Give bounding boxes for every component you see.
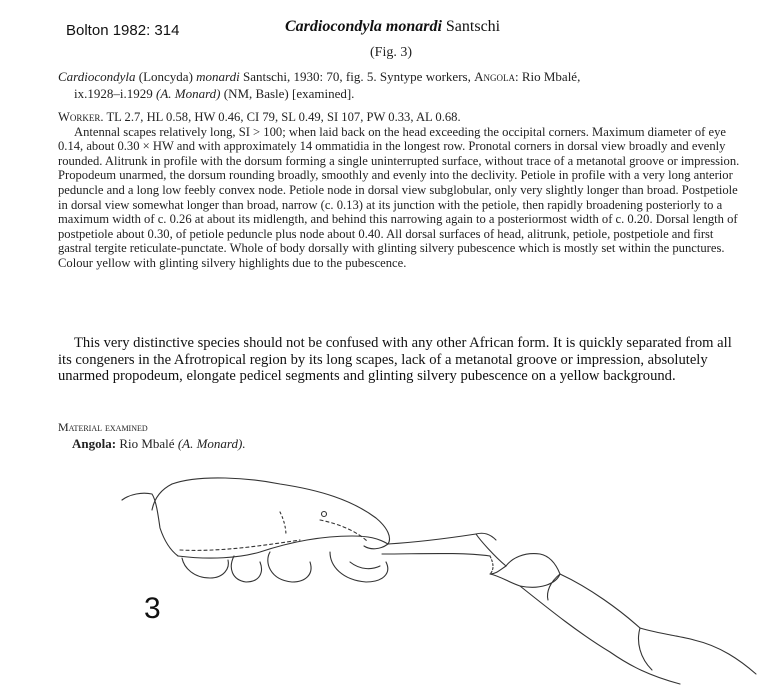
- synonymy-paragraph: [58, 68, 746, 102]
- gaster-top: [560, 574, 694, 640]
- material-line: [72, 436, 246, 452]
- synonymy-line-2: [58, 85, 746, 102]
- midleg-2: [268, 552, 311, 582]
- midleg-coxa: [231, 556, 261, 582]
- original-citation: Santschi, 1930: 70, fig. 5. Syntype workers,: [242, 69, 471, 84]
- taxon-author: Santschi: [445, 18, 501, 35]
- anterior-outline: [122, 493, 178, 556]
- morphology-text: Antennal scapes relatively long, SI > 100; when laid back on the head exceeding the occipital corners. Maximum diameter of eye 0.14, about 0.30 × HW and with approximately 14 ommatidia in the longest row. Pronotal corners in dorsal view broadly and evenly rounded. Alitrunk in profile with the dorsum forming a single uninterrupted surface, without trace of a metanotal groove or impression. Propodeum unarmed, the dorsum rounding broadly, smoothly and evenly into the declivity. Petiole in profile with a very long anterior peduncle and a long low feebly convex node. Petiole node in dorsal view subglobular, only very slightly longer than broad. Postpetiole in dorsal view somewhat longer than broad, narrow (c. 0.13) at its junction with the petiole, then rapidly broadening posteriorly to a maximum width of c. 0.26 at about its midlength, and behind this narrowing again to a posteriormost width of c. 0.20. Dorsal length of postpetiole about 0.30, of petiole peduncle plus node about 0.40. All dorsal surfaces of head, alitrunk, petiole, postpetiole and first gastral tergite reticulate-punctate. Whole of body dorsally with glinting silvery pubescence which is mostly set within the punctures. Colour yellow with glinting silvery highlights due to the pubescence.: [58, 124, 740, 270]
- genus-name: Cardiocondyla: [58, 69, 136, 84]
- type-locality: Rio Mbalé,: [521, 69, 581, 84]
- ventral-outline: [178, 536, 388, 558]
- measurements: TL 2.7, HL 0.58, HW 0.46, CI 79, SL 0.49, SI 107, PW 0.33, AL 0.68.: [106, 110, 461, 124]
- material-heading: Material examined: [58, 420, 148, 434]
- foreleg: [182, 558, 228, 578]
- petiole-ventral: [490, 556, 493, 574]
- caste-label: Worker.: [58, 110, 104, 124]
- taxon-name: Cardiocondyla monardi: [285, 18, 442, 35]
- figure-number: 3: [144, 592, 161, 625]
- worker-description: [58, 110, 746, 271]
- collection-date: ix.1928–i.1929: [74, 86, 153, 101]
- gaster-rear: [694, 640, 756, 674]
- collector-name: (A. Monard): [155, 86, 221, 101]
- suture-line-2: [320, 520, 368, 542]
- worker-measurements-line: [58, 110, 746, 125]
- material-country: Angola:: [72, 436, 117, 451]
- figure-reference: (Fig. 3): [370, 45, 412, 60]
- suture-line-1: [280, 512, 286, 536]
- gaster-suture: [639, 628, 653, 670]
- species-title: [285, 18, 500, 36]
- material-collector: (A. Monard).: [177, 436, 246, 451]
- alitrunk-dorsum: [152, 484, 172, 510]
- source-citation: Bolton 1982: 314: [66, 22, 180, 39]
- material-locality: Rio Mbalé: [119, 436, 175, 451]
- gaster-bottom: [520, 586, 680, 684]
- depository: (NM, Basle) [examined].: [223, 86, 355, 101]
- petiole-peduncle-bottom: [382, 554, 490, 557]
- ant-profile-illustration: [120, 470, 758, 686]
- subgenus-name: (Loncyda): [138, 69, 193, 84]
- hindleg-tip: [350, 562, 380, 569]
- species-name: monardi: [196, 69, 240, 84]
- type-country: Angola:: [474, 69, 519, 84]
- remarks-paragraph: This very distinctive species should not be confused with any other African form. It is quickly separated from all its congeners in the Afrotropical region by its long scapes, lack of a metanotal groove or impression, absolutely unarmed propodeum, elongate pedicel segments and glinting silvery pubescence on a yellow background.: [58, 335, 732, 385]
- spiracle: [322, 512, 327, 517]
- petiole-node: [476, 534, 506, 574]
